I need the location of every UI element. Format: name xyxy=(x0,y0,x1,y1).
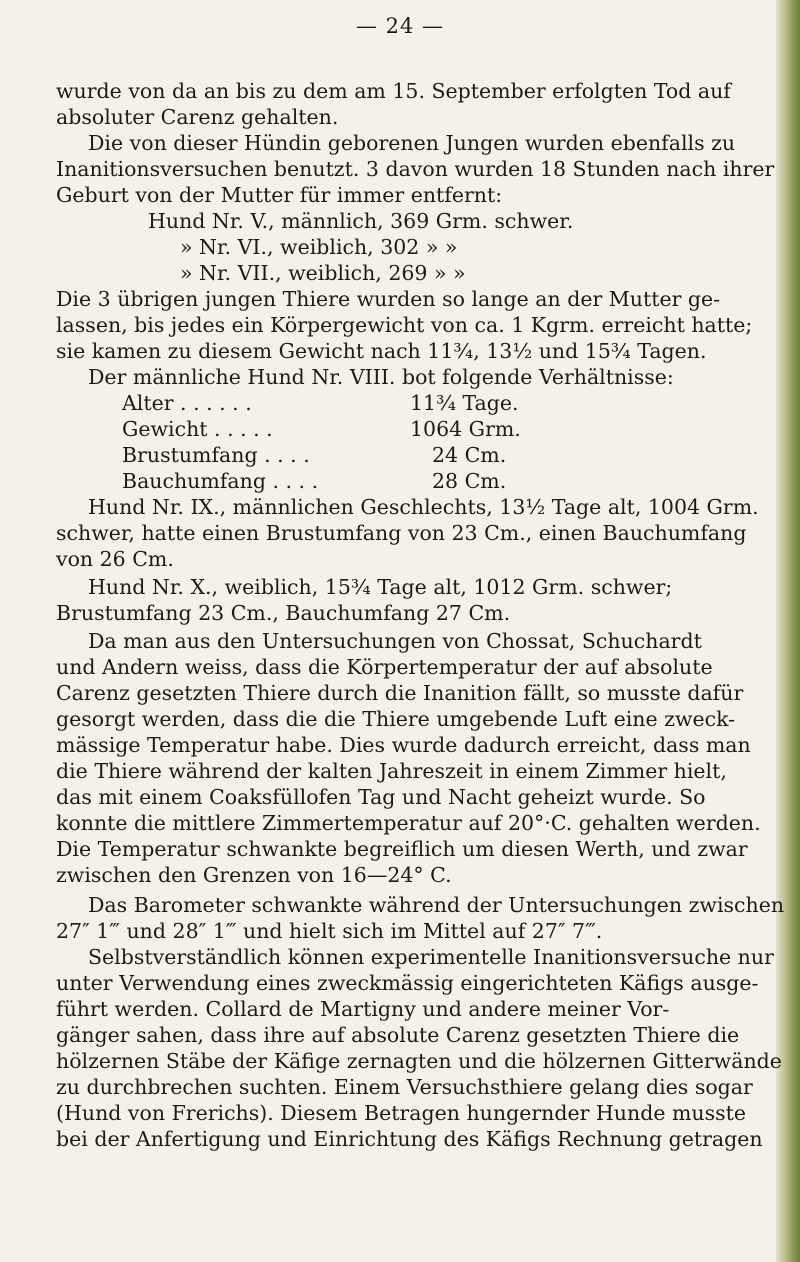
text-line: Selbstverständlich können experimentelle Inanitionsversuche nur xyxy=(88,945,774,969)
measurement-value: 1064 Grm. xyxy=(410,417,521,441)
text-line: konnte die mittlere Zimmertemperatur auf 20°·C. gehalten werden. xyxy=(56,811,761,835)
measurement-value: 28 Cm. xyxy=(432,469,507,493)
text-line: zu durchbrechen suchten. Einem Versuchsthiere gelang dies sogar xyxy=(56,1075,753,1099)
page-number: — 24 — xyxy=(355,14,445,38)
text-line: und Andern weiss, dass die Körpertemperatur der auf absolute xyxy=(56,655,713,679)
text-line: gänger sahen, dass ihre auf absolute Carenz gesetzten Thiere die xyxy=(56,1023,740,1047)
text-line: Hund Nr. X., weiblich, 15¾ Tage alt, 1012 Grm. schwer; xyxy=(88,575,673,599)
measurement-label: Bauchumfang . . . . xyxy=(122,469,319,493)
measurement-value: 24 Cm. xyxy=(432,443,507,467)
text-line: » Nr. VI., weiblich, 302 » » xyxy=(180,235,458,259)
text-line: lassen, bis jedes ein Körpergewicht von ca. 1 Kgrm. erreicht hatte; xyxy=(56,313,753,337)
text-line: (Hund von Frerichs). Diesem Betragen hungernder Hunde musste xyxy=(56,1101,747,1125)
text-line: bei der Anfertigung und Einrichtung des Käfigs Rechnung getragen xyxy=(56,1127,763,1151)
text-line: führt werden. Collard de Martigny und andere meiner Vor- xyxy=(56,997,670,1021)
measurement-value: 11¾ Tage. xyxy=(410,391,519,415)
text-line: Die Temperatur schwankte begreiflich um diesen Werth, und zwar xyxy=(56,837,748,861)
text-line: die Thiere während der kalten Jahreszeit in einem Zimmer hielt, xyxy=(56,759,727,783)
text-line: Der männliche Hund Nr. VIII. bot folgende Verhältnisse: xyxy=(88,365,674,389)
text-line: wurde von da an bis zu dem am 15. September erfolgten Tod auf xyxy=(56,79,731,103)
text-line: absoluter Carenz gehalten. xyxy=(56,105,339,129)
text-line: Das Barometer schwankte während der Untersuchungen zwischen xyxy=(88,893,785,917)
text-line: » Nr. VII., weiblich, 269 » » xyxy=(180,261,466,285)
text-line: unter Verwendung eines zweckmässig eingerichteten Käfigs ausge- xyxy=(56,971,759,995)
text-line: zwischen den Grenzen von 16—24° C. xyxy=(56,863,452,887)
text-line: sie kamen zu diesem Gewicht nach 11¾, 13½ und 15¾ Tagen. xyxy=(56,339,707,363)
text-line: mässige Temperatur habe. Dies wurde dadurch erreicht, dass man xyxy=(56,733,751,757)
text-line: Hund Nr. V., männlich, 369 Grm. schwer. xyxy=(148,209,574,233)
measurement-label: Brustumfang . . . . xyxy=(122,443,310,467)
text-line: hölzernen Stäbe der Käfige zernagten und die hölzernen Gitterwände xyxy=(56,1049,782,1073)
text-line: Da man aus den Untersuchungen von Chossat, Schuchardt xyxy=(88,629,702,653)
text-line: gesorgt werden, dass die die Thiere umgebende Luft eine zweck- xyxy=(56,707,736,731)
text-line: Geburt von der Mutter für immer entfernt: xyxy=(56,183,503,207)
text-line: schwer, hatte einen Brustumfang von 23 Cm., einen Bauchumfang xyxy=(56,521,747,545)
measurement-label: Gewicht . . . . . xyxy=(122,417,273,441)
text-line: von 26 Cm. xyxy=(56,547,174,571)
measurement-label: Alter . . . . . . xyxy=(122,391,252,415)
text-line: Die 3 übrigen jungen Thiere wurden so lange an der Mutter ge- xyxy=(56,287,721,311)
text-line: das mit einem Coaksfüllofen Tag und Nacht geheizt wurde. So xyxy=(56,785,706,809)
text-line: Hund Nr. IX., männlichen Geschlechts, 13½ Tage alt, 1004 Grm. xyxy=(88,495,759,519)
text-line: Carenz gesetzten Thiere durch die Inanition fällt, so musste dafür xyxy=(56,681,744,705)
text-line: Brustumfang 23 Cm., Bauchumfang 27 Cm. xyxy=(56,601,511,625)
text-line: Inanitionsversuchen benutzt. 3 davon wurden 18 Stunden nach ihrer xyxy=(56,157,775,181)
text-line: 27″ 1‴ und 28″ 1‴ und hielt sich im Mittel auf 27″ 7‴. xyxy=(56,919,603,943)
text-line: Die von dieser Hündin geborenen Jungen wurden ebenfalls zu xyxy=(88,131,736,155)
